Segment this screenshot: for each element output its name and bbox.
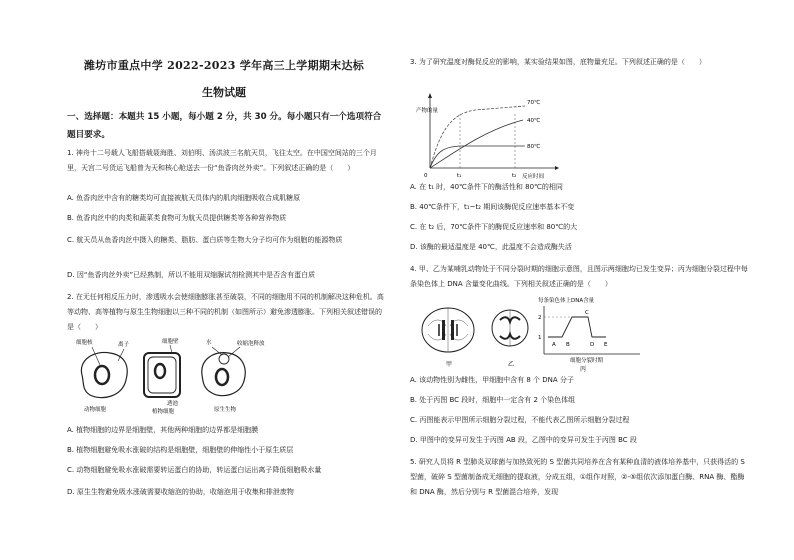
label-cell-wall: 细胞壁 [162,339,179,345]
q2-cell-figure [72,335,292,415]
label-bing: 丙 [580,366,587,373]
q3-option-a: A. 在 t₁ 时，40℃条件下的酶活性和 80℃的相同 [410,183,563,191]
q4-pE: E [604,342,608,348]
label-water: 水 [206,340,212,346]
plant-cell-wall [144,353,180,397]
q4-pC: C [585,310,589,316]
label-plant-cell: 植物细胞 [152,409,175,415]
q4-y2: 2 [538,315,542,321]
q1-option-d: D. 因“鱼香肉丝外卖”已经熟制，所以不能用双缩脲试剂检测其中是否含有蛋白质 [67,271,316,279]
label-ion: 离子 [118,342,130,348]
q1-stem: 1. 神舟十二号载人飞船搭载聂海胜、刘伯明、汤洪波三名航天员，飞往太空。在中国空间站的三个月里，天宫二号货运飞船曾为天和核心舱送去一份“鱼香肉丝外卖”。下列叙述正确的是（ ） [67,149,377,172]
contractile-vacuole [219,354,229,364]
q2-option-a: A. 植物细胞的边界是细胞壁，其他两种细胞的边界都是细胞膜 [67,426,259,434]
q3-origin: 0 [424,173,428,179]
q2-option-b: B. 植物细胞避免吸水涨破的结构是细胞壁，细胞壁的伸缩性小于原生质层 [67,446,294,454]
q2-stem: 2. 在无任何相反压力时，渗透吸水会使细胞膨胀甚至破裂，不同的细胞用不同的机制解决这种危机。高等动物、高等植物与原生生物细胞以三种不同的机制（如图所示）避免渗透膨胀。下列相关叙述错误的是（ ） [67,293,384,331]
q3-option-d: D. 该酶的最适温度是 40℃，此温度不会造成酶失活 [410,243,572,251]
q3-t1: t₁ [457,173,462,179]
q3-ylabel: 产物的量 [416,108,439,114]
label-jia: 甲 [446,361,453,368]
q3-label-80: 80℃ [527,144,541,150]
label-osmosis: 透池 [167,401,179,407]
label-animal-cell: 动物细胞 [84,407,107,413]
protist-nucleus [216,369,228,385]
q4-ylabel: 每条染色体上DNA含量 [538,298,595,304]
q2-option-c: C. 动物细胞避免吸水涨破需要转运蛋白的协助，转运蛋白运出离子降低细胞吸水量 [67,466,322,474]
label-vacuole: 收缩泡释放 [237,341,265,347]
q4-dna-curve [548,317,606,337]
q3-option-c: C. 在 t₂ 后，70℃条件下的酶促反应速率和 80℃的大 [410,223,578,231]
q3-stem: 3. 为了研究温度对酶促反应的影响，某实验结果如图，底物量充足。下列叙述正确的是（ ） [410,58,706,66]
q4-y1: 1 [538,335,542,341]
q4-stem: 4. 甲、乙为某哺乳动物处于不同分裂时期的细胞示意图，且图示两细胞均已发生变异；丙为细胞分裂过程中每条染色体上 DNA 含量变化曲线。下列相关叙述正确的是（ ） [410,265,748,288]
page-subtitle: 生物试题 [202,86,246,99]
curve-40c [430,120,523,168]
protist-cell-shape [202,353,245,396]
q1-option-b: B. 鱼香肉丝中的肉类和蔬菜类食物可为航天员提供糖类等各种营养物质 [67,214,287,222]
q3-enzyme-chart [415,92,565,182]
label-nucleus: 细胞核 [76,340,93,346]
q4-option-a: A. 该动物性别为雌性，甲细胞中含有 8 个 DNA 分子 [410,376,574,384]
animal-cell-shape [81,352,127,397]
label-protist: 原生生物 [214,407,237,413]
q4-option-c: C. 丙图能表示甲图所示细胞分裂过程，不能代表乙图所示细胞分裂过程 [410,416,630,424]
q4-pA: A [552,342,556,348]
q3-t2: t₂ [512,173,517,179]
q1-option-a: A. 鱼香肉丝中含有的糖类均可直接被航天员体内的肌肉细胞吸收合成肌糖原 [67,194,301,202]
q3-option-b: B. 40℃条件下，t₁~t₂ 期间该酶促反应速率基本不变 [410,203,575,211]
page-title: 潍坊市重点中学 2022-2023 学年高三上学期期末达标 [83,59,365,72]
curve-80c [430,146,525,168]
plant-cell-nucleus [155,364,165,378]
q4-option-b: B. 处于丙图 BC 段时，细胞中一定含有 2 个染色体组 [410,396,576,404]
q5-stem: 5. 研究人员将 R 型肺炎双球菌与加热致死的 S 型菌共同培养在含有某种血清的液体培养基中，只获得活的 S 型菌，破碎 S 型菌制备成无细胞的提取液，分成五组，①组作对照，②-⑤组依次添加蛋白酶、RNA 酶、酯酶和 DNA 酶，然后分别与 R 型菌混合培养，发现 [410,458,745,496]
q2-option-d: D. 原生生物避免吸水涨破需要收缩泡的协助，收缩泡用于收集和排泄废物 [67,488,294,496]
q3-label-70: 70℃ [527,100,541,106]
q4-xlabel: 细胞分裂时期 [570,358,604,364]
q1-option-c: C. 航天员从鱼香肉丝中摄入的糖类、脂肪、蛋白质等生物大分子均可作为细胞的能源物质 [67,236,343,244]
q3-label-40: 40℃ [527,118,541,124]
plant-cell-membrane [148,357,176,393]
q4-pD: D [590,342,595,348]
q4-pB: B [566,342,570,348]
animal-cell-nucleus [95,366,109,384]
q4-option-d: D. 甲图中的变异可发生于丙图 AB 段，乙图中的变异可发生于丙图 BC 段 [410,436,637,444]
label-yi: 乙 [508,361,515,368]
q4-dna-chart [530,294,650,374]
q3-xlabel: 反应时间 [522,174,545,180]
section-heading: 一、选择题：本题共 15 小题，每小题 2 分，共 30 分。每小题只有一个选项符合题目要求。 [67,112,382,140]
